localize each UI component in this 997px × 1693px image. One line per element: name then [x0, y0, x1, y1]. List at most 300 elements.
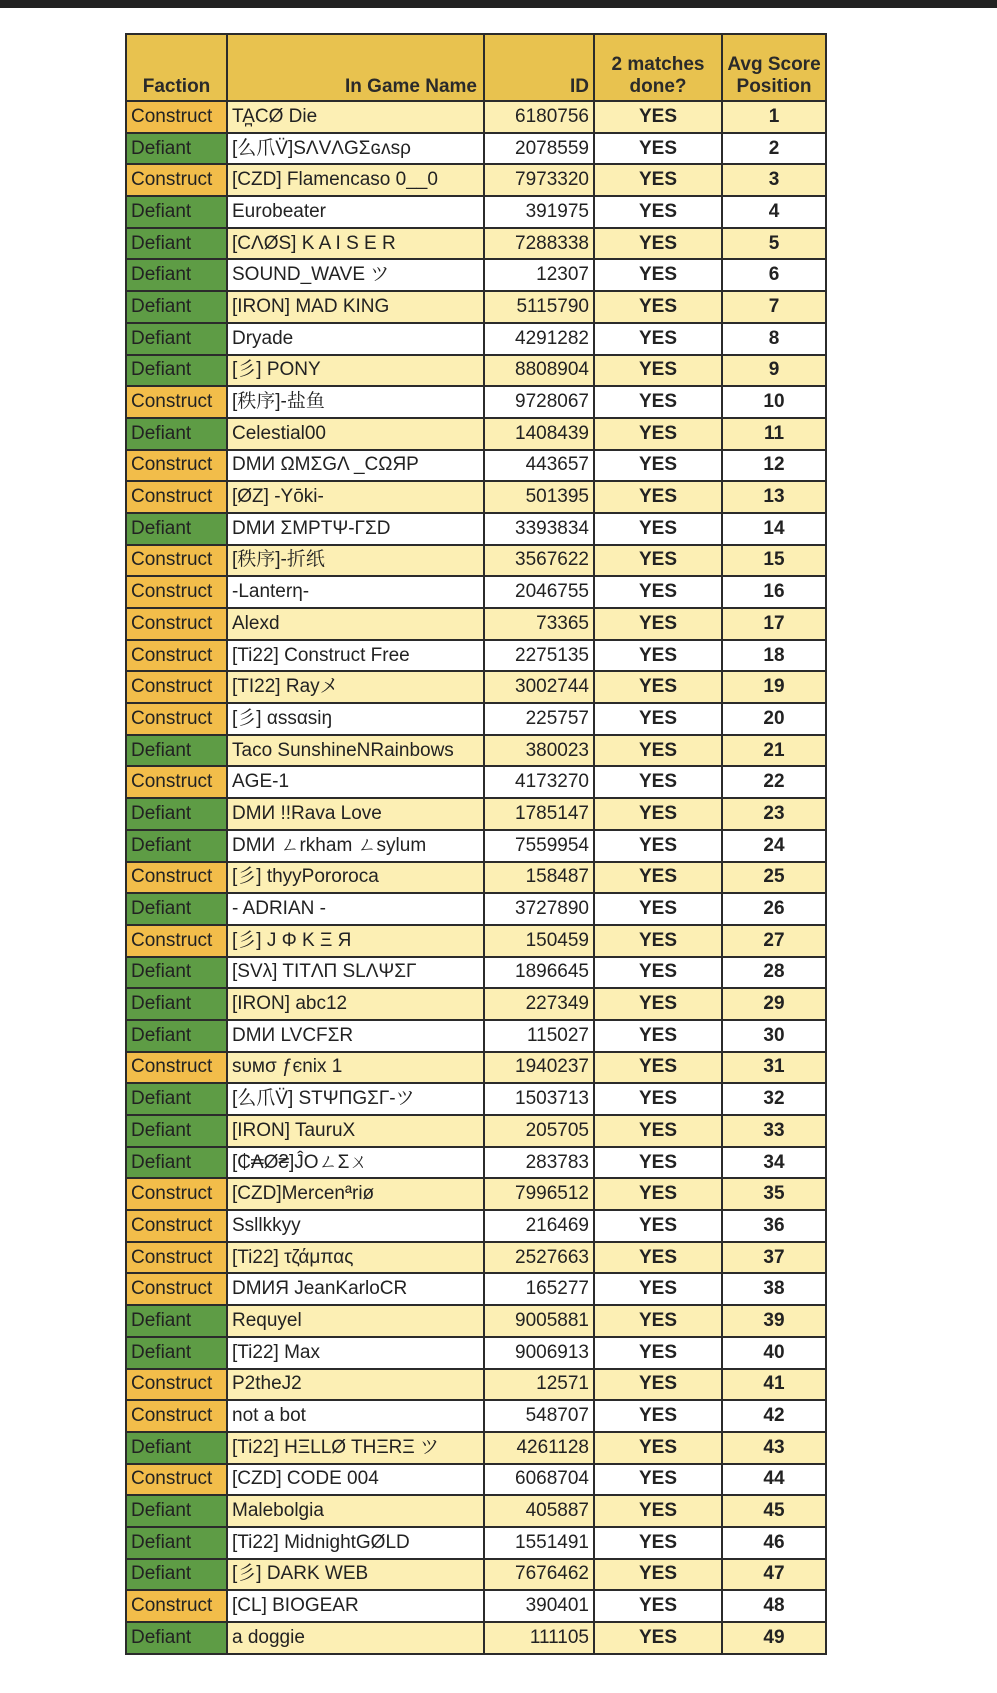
in-game-name-cell: [么爪V̈] STΨПGΣΓ-ツ: [227, 1083, 484, 1115]
id-cell: 1896645: [484, 957, 594, 989]
header-avg-score-position: Avg Score Position: [722, 34, 826, 101]
matches-done-cell: YES: [594, 640, 722, 672]
table-row: [126, 228, 826, 260]
id-cell: 405887: [484, 1495, 594, 1527]
avg-score-position-cell: 15: [722, 545, 826, 577]
in-game-name-cell: Alexd: [227, 608, 484, 640]
matches-done-cell: YES: [594, 418, 722, 450]
matches-done-cell: YES: [594, 291, 722, 323]
matches-done-cell: YES: [594, 355, 722, 387]
in-game-name-cell: DMИ !!Rava Love: [227, 798, 484, 830]
id-cell: 205705: [484, 1115, 594, 1147]
faction-cell: Defiant: [126, 228, 227, 260]
matches-done-cell: YES: [594, 323, 722, 355]
id-cell: 3002744: [484, 671, 594, 703]
id-cell: 3727890: [484, 893, 594, 925]
matches-done-cell: YES: [594, 1400, 722, 1432]
id-cell: 216469: [484, 1210, 594, 1242]
in-game-name-cell: [IRON] TauruX: [227, 1115, 484, 1147]
in-game-name-cell: [Ti22] HΞLLØ THΞRΞ ツ: [227, 1432, 484, 1464]
avg-score-position-cell: 32: [722, 1083, 826, 1115]
table-row: [126, 640, 826, 672]
matches-done-cell: YES: [594, 196, 722, 228]
avg-score-position-cell: 14: [722, 513, 826, 545]
faction-cell: Construct: [126, 1052, 227, 1084]
id-cell: 443657: [484, 450, 594, 482]
in-game-name-cell: [SVλ] TITΛП SLΛΨΣΓ: [227, 957, 484, 989]
faction-cell: Construct: [126, 1242, 227, 1274]
faction-cell: Defiant: [126, 735, 227, 767]
matches-done-cell: YES: [594, 1337, 722, 1369]
id-cell: 391975: [484, 196, 594, 228]
table-row: [126, 1369, 826, 1401]
in-game-name-cell: AGE-1: [227, 766, 484, 798]
avg-score-position-cell: 13: [722, 481, 826, 513]
table-row: [126, 1559, 826, 1591]
in-game-name-cell: [Ti22] τζάμπας: [227, 1242, 484, 1274]
id-cell: 2046755: [484, 576, 594, 608]
in-game-name-cell: -Lanterη-: [227, 576, 484, 608]
matches-done-cell: YES: [594, 671, 722, 703]
id-cell: 4261128: [484, 1432, 594, 1464]
avg-score-position-cell: 37: [722, 1242, 826, 1274]
in-game-name-cell: [CZD] CODE 004: [227, 1464, 484, 1496]
in-game-name-cell: a doggie: [227, 1622, 484, 1654]
avg-score-position-cell: 38: [722, 1273, 826, 1305]
avg-score-position-cell: 18: [722, 640, 826, 672]
faction-cell: Defiant: [126, 1305, 227, 1337]
in-game-name-cell: [秩序]-折纸: [227, 545, 484, 577]
id-cell: 9005881: [484, 1305, 594, 1337]
faction-cell: Construct: [126, 1178, 227, 1210]
avg-score-position-cell: 44: [722, 1464, 826, 1496]
matches-done-cell: YES: [594, 1178, 722, 1210]
in-game-name-cell: Eurobeater: [227, 196, 484, 228]
matches-done-cell: YES: [594, 735, 722, 767]
table-row: [126, 1495, 826, 1527]
avg-score-position-cell: 30: [722, 1020, 826, 1052]
id-cell: 227349: [484, 988, 594, 1020]
matches-done-cell: YES: [594, 576, 722, 608]
faction-cell: Construct: [126, 386, 227, 418]
faction-cell: Defiant: [126, 291, 227, 323]
matches-done-cell: YES: [594, 1527, 722, 1559]
id-cell: 283783: [484, 1147, 594, 1179]
matches-done-cell: YES: [594, 1147, 722, 1179]
table-row: [126, 1622, 826, 1654]
faction-cell: Construct: [126, 703, 227, 735]
faction-cell: Defiant: [126, 133, 227, 165]
matches-done-cell: YES: [594, 164, 722, 196]
faction-cell: Defiant: [126, 259, 227, 291]
in-game-name-cell: [TI22] Rayメ: [227, 671, 484, 703]
id-cell: 6068704: [484, 1464, 594, 1496]
avg-score-position-cell: 27: [722, 925, 826, 957]
table-row: [126, 291, 826, 323]
id-cell: 7996512: [484, 1178, 594, 1210]
in-game-name-cell: [Ti22] Max: [227, 1337, 484, 1369]
faction-cell: Construct: [126, 101, 227, 133]
faction-cell: Defiant: [126, 988, 227, 1020]
avg-score-position-cell: 48: [722, 1590, 826, 1622]
table-row: [126, 418, 826, 450]
faction-cell: Construct: [126, 576, 227, 608]
in-game-name-cell: P2theJ2: [227, 1369, 484, 1401]
faction-cell: Defiant: [126, 1020, 227, 1052]
matches-done-cell: YES: [594, 1305, 722, 1337]
id-cell: 2078559: [484, 133, 594, 165]
in-game-name-cell: [ØZ] -Yōki-: [227, 481, 484, 513]
table-row: [126, 1337, 826, 1369]
table-row: [126, 101, 826, 133]
avg-score-position-cell: 34: [722, 1147, 826, 1179]
in-game-name-cell: Dryade: [227, 323, 484, 355]
table-row: [126, 1083, 826, 1115]
matches-done-cell: YES: [594, 450, 722, 482]
in-game-name-cell: [秩序]-盐鱼: [227, 386, 484, 418]
in-game-name-cell: DMИ LVCFΣR: [227, 1020, 484, 1052]
id-cell: 2527663: [484, 1242, 594, 1274]
matches-done-cell: YES: [594, 1052, 722, 1084]
matches-done-cell: YES: [594, 1559, 722, 1591]
avg-score-position-cell: 16: [722, 576, 826, 608]
avg-score-position-cell: 23: [722, 798, 826, 830]
table-row: [126, 1147, 826, 1179]
avg-score-position-cell: 1: [722, 101, 826, 133]
avg-score-position-cell: 22: [722, 766, 826, 798]
table-row: [126, 386, 826, 418]
faction-cell: Defiant: [126, 1147, 227, 1179]
matches-done-cell: YES: [594, 228, 722, 260]
id-cell: 4291282: [484, 323, 594, 355]
avg-score-position-cell: 3: [722, 164, 826, 196]
avg-score-position-cell: 2: [722, 133, 826, 165]
matches-done-cell: YES: [594, 1495, 722, 1527]
table-body: [126, 101, 826, 1654]
faction-cell: Defiant: [126, 1432, 227, 1464]
table-row: [126, 1464, 826, 1496]
avg-score-position-cell: 8: [722, 323, 826, 355]
in-game-name-cell: sυмσ ƒєnix 1: [227, 1052, 484, 1084]
id-cell: 7288338: [484, 228, 594, 260]
avg-score-position-cell: 26: [722, 893, 826, 925]
in-game-name-cell: [IRON] MAD KING: [227, 291, 484, 323]
matches-done-cell: YES: [594, 259, 722, 291]
header-id: ID: [484, 34, 594, 101]
table-row: [126, 323, 826, 355]
avg-score-position-cell: 25: [722, 862, 826, 894]
faction-cell: Defiant: [126, 1495, 227, 1527]
matches-done-cell: YES: [594, 1020, 722, 1052]
table-row: [126, 703, 826, 735]
table-row: [126, 1590, 826, 1622]
id-cell: 2275135: [484, 640, 594, 672]
table-row: [126, 1400, 826, 1432]
matches-done-cell: YES: [594, 386, 722, 418]
table-row: [126, 671, 826, 703]
avg-score-position-cell: 11: [722, 418, 826, 450]
id-cell: 6180756: [484, 101, 594, 133]
id-cell: 150459: [484, 925, 594, 957]
avg-score-position-cell: 40: [722, 1337, 826, 1369]
id-cell: 390401: [484, 1590, 594, 1622]
in-game-name-cell: [₵₳Ø₴]ĴOㄥΣㄨ: [227, 1147, 484, 1179]
avg-score-position-cell: 20: [722, 703, 826, 735]
faction-cell: Construct: [126, 1464, 227, 1496]
table-row: [126, 259, 826, 291]
faction-cell: Defiant: [126, 1083, 227, 1115]
faction-cell: Construct: [126, 1210, 227, 1242]
table-row: [126, 957, 826, 989]
faction-cell: Construct: [126, 1590, 227, 1622]
avg-score-position-cell: 46: [722, 1527, 826, 1559]
faction-cell: Defiant: [126, 513, 227, 545]
table-row: [126, 164, 826, 196]
id-cell: 9006913: [484, 1337, 594, 1369]
matches-done-cell: YES: [594, 545, 722, 577]
matches-done-cell: YES: [594, 1464, 722, 1496]
in-game-name-cell: - ADRIAN -: [227, 893, 484, 925]
faction-cell: Construct: [126, 925, 227, 957]
faction-cell: Defiant: [126, 798, 227, 830]
table-row: [126, 196, 826, 228]
in-game-name-cell: [Ti22] Construct Free: [227, 640, 484, 672]
in-game-name-cell: [IRON] abc12: [227, 988, 484, 1020]
matches-done-cell: YES: [594, 1210, 722, 1242]
in-game-name-cell: [么爪V̈]SΛVΛGΣɢʌsρ: [227, 133, 484, 165]
in-game-name-cell: DMИ ΣMPTΨ-ΓΣD: [227, 513, 484, 545]
matches-done-cell: YES: [594, 925, 722, 957]
id-cell: 12307: [484, 259, 594, 291]
table-row: [126, 988, 826, 1020]
avg-score-position-cell: 42: [722, 1400, 826, 1432]
faction-cell: Defiant: [126, 1527, 227, 1559]
in-game-name-cell: Taco SunshineNRainbows: [227, 735, 484, 767]
faction-cell: Defiant: [126, 323, 227, 355]
matches-done-cell: YES: [594, 957, 722, 989]
matches-done-cell: YES: [594, 608, 722, 640]
matches-done-cell: YES: [594, 133, 722, 165]
avg-score-position-cell: 24: [722, 830, 826, 862]
faction-cell: Defiant: [126, 830, 227, 862]
table-row: [126, 766, 826, 798]
id-cell: 7676462: [484, 1559, 594, 1591]
top-bar: [0, 0, 997, 8]
faction-cell: Defiant: [126, 1559, 227, 1591]
id-cell: 1551491: [484, 1527, 594, 1559]
table-row: [126, 893, 826, 925]
matches-done-cell: YES: [594, 481, 722, 513]
avg-score-position-cell: 5: [722, 228, 826, 260]
id-cell: 115027: [484, 1020, 594, 1052]
avg-score-position-cell: 19: [722, 671, 826, 703]
faction-cell: Construct: [126, 608, 227, 640]
id-cell: 4173270: [484, 766, 594, 798]
leaderboard-table: [125, 33, 827, 1655]
avg-score-position-cell: 12: [722, 450, 826, 482]
in-game-name-cell: [彡] DARK WEB: [227, 1559, 484, 1591]
table-row: [126, 1527, 826, 1559]
table-row: [126, 1115, 826, 1147]
in-game-name-cell: [CZD] Flamencaso 0__0: [227, 164, 484, 196]
table-row: [126, 1432, 826, 1464]
faction-cell: Construct: [126, 862, 227, 894]
avg-score-position-cell: 35: [722, 1178, 826, 1210]
id-cell: 165277: [484, 1273, 594, 1305]
table-row: [126, 830, 826, 862]
in-game-name-cell: [CΛØS] K A I S E R: [227, 228, 484, 260]
faction-cell: Construct: [126, 450, 227, 482]
in-game-name-cell: [彡] αssαsiŋ: [227, 703, 484, 735]
in-game-name-cell: [彡] PONY: [227, 355, 484, 387]
in-game-name-cell: Requyel: [227, 1305, 484, 1337]
matches-done-cell: YES: [594, 766, 722, 798]
id-cell: 3393834: [484, 513, 594, 545]
matches-done-cell: YES: [594, 1115, 722, 1147]
matches-done-cell: YES: [594, 513, 722, 545]
in-game-name-cell: TA̪CØ Die: [227, 101, 484, 133]
id-cell: 9728067: [484, 386, 594, 418]
table-row: [126, 481, 826, 513]
header-in-game-name: In Game Name: [227, 34, 484, 101]
faction-cell: Defiant: [126, 355, 227, 387]
id-cell: 225757: [484, 703, 594, 735]
faction-cell: Defiant: [126, 957, 227, 989]
matches-done-cell: YES: [594, 1432, 722, 1464]
in-game-name-cell: [彡] J Φ K Ξ Я: [227, 925, 484, 957]
table-row: [126, 735, 826, 767]
matches-done-cell: YES: [594, 1083, 722, 1115]
in-game-name-cell: DMИ ㄥrkham ㄥsylum: [227, 830, 484, 862]
leaderboard-table-container: [125, 33, 827, 1655]
matches-done-cell: YES: [594, 1369, 722, 1401]
in-game-name-cell: [CZD]Mercenªriø: [227, 1178, 484, 1210]
table-row: [126, 1020, 826, 1052]
faction-cell: Defiant: [126, 196, 227, 228]
id-cell: 12571: [484, 1369, 594, 1401]
avg-score-position-cell: 33: [722, 1115, 826, 1147]
table-row: [126, 1210, 826, 1242]
in-game-name-cell: [彡] thyyPororoca: [227, 862, 484, 894]
faction-cell: Defiant: [126, 893, 227, 925]
id-cell: 1940237: [484, 1052, 594, 1084]
faction-cell: Construct: [126, 640, 227, 672]
matches-done-cell: YES: [594, 862, 722, 894]
avg-score-position-cell: 31: [722, 1052, 826, 1084]
matches-done-cell: YES: [594, 703, 722, 735]
id-cell: 73365: [484, 608, 594, 640]
table-row: [126, 608, 826, 640]
avg-score-position-cell: 7: [722, 291, 826, 323]
id-cell: 8808904: [484, 355, 594, 387]
table-row: [126, 1242, 826, 1274]
matches-done-cell: YES: [594, 1590, 722, 1622]
in-game-name-cell: Celestial00: [227, 418, 484, 450]
matches-done-cell: YES: [594, 988, 722, 1020]
table-row: [126, 355, 826, 387]
avg-score-position-cell: 45: [722, 1495, 826, 1527]
header-row: [126, 34, 826, 101]
matches-done-cell: YES: [594, 1273, 722, 1305]
id-cell: 7559954: [484, 830, 594, 862]
avg-score-position-cell: 36: [722, 1210, 826, 1242]
table-row: [126, 133, 826, 165]
faction-cell: Construct: [126, 1273, 227, 1305]
in-game-name-cell: Ssllkkyy: [227, 1210, 484, 1242]
avg-score-position-cell: 17: [722, 608, 826, 640]
avg-score-position-cell: 9: [722, 355, 826, 387]
faction-cell: Defiant: [126, 1115, 227, 1147]
matches-done-cell: YES: [594, 798, 722, 830]
avg-score-position-cell: 6: [722, 259, 826, 291]
id-cell: 1503713: [484, 1083, 594, 1115]
faction-cell: Construct: [126, 1400, 227, 1432]
in-game-name-cell: DMИ ΩMΣGΛ _CΩЯP: [227, 450, 484, 482]
matches-done-cell: YES: [594, 1622, 722, 1654]
matches-done-cell: YES: [594, 1242, 722, 1274]
avg-score-position-cell: 29: [722, 988, 826, 1020]
faction-cell: Construct: [126, 766, 227, 798]
matches-done-cell: YES: [594, 101, 722, 133]
avg-score-position-cell: 43: [722, 1432, 826, 1464]
avg-score-position-cell: 21: [722, 735, 826, 767]
avg-score-position-cell: 10: [722, 386, 826, 418]
table-row: [126, 545, 826, 577]
in-game-name-cell: [CL] BIOGEAR: [227, 1590, 484, 1622]
id-cell: 1408439: [484, 418, 594, 450]
id-cell: 501395: [484, 481, 594, 513]
table-row: [126, 513, 826, 545]
id-cell: 158487: [484, 862, 594, 894]
table-row: [126, 1305, 826, 1337]
faction-cell: Construct: [126, 164, 227, 196]
in-game-name-cell: not a bot: [227, 1400, 484, 1432]
table-row: [126, 862, 826, 894]
matches-done-cell: YES: [594, 830, 722, 862]
in-game-name-cell: [Ti22] MidnightGØLD: [227, 1527, 484, 1559]
in-game-name-cell: DMИЯ JeanKarloCR: [227, 1273, 484, 1305]
table-row: [126, 925, 826, 957]
faction-cell: Defiant: [126, 1337, 227, 1369]
faction-cell: Construct: [126, 481, 227, 513]
faction-cell: Construct: [126, 1369, 227, 1401]
avg-score-position-cell: 28: [722, 957, 826, 989]
faction-cell: Defiant: [126, 1622, 227, 1654]
id-cell: 111105: [484, 1622, 594, 1654]
avg-score-position-cell: 39: [722, 1305, 826, 1337]
id-cell: 1785147: [484, 798, 594, 830]
matches-done-cell: YES: [594, 893, 722, 925]
id-cell: 548707: [484, 1400, 594, 1432]
table-row: [126, 1178, 826, 1210]
faction-cell: Construct: [126, 671, 227, 703]
avg-score-position-cell: 4: [722, 196, 826, 228]
id-cell: 5115790: [484, 291, 594, 323]
in-game-name-cell: SOUND_WAVE ツ: [227, 259, 484, 291]
header-matches-done: 2 matches done?: [594, 34, 722, 101]
table-row: [126, 1052, 826, 1084]
id-cell: 3567622: [484, 545, 594, 577]
id-cell: 380023: [484, 735, 594, 767]
table-row: [126, 450, 826, 482]
avg-score-position-cell: 41: [722, 1369, 826, 1401]
faction-cell: Construct: [126, 545, 227, 577]
table-row: [126, 798, 826, 830]
id-cell: 7973320: [484, 164, 594, 196]
table-row: [126, 576, 826, 608]
faction-cell: Defiant: [126, 418, 227, 450]
in-game-name-cell: Malebolgia: [227, 1495, 484, 1527]
